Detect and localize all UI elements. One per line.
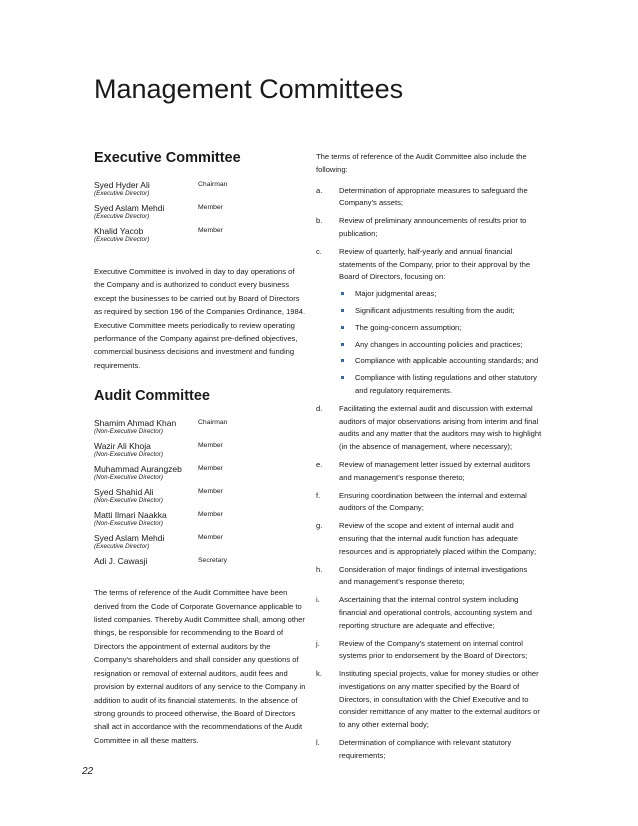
terms-item-text: Determination of compliance with relevant statutory requirements; (339, 738, 512, 760)
bullet-square-icon (341, 309, 344, 312)
member-role: Member (198, 488, 223, 496)
member-designation: (Non-Executive Director) (94, 451, 163, 459)
member-role: Member (198, 465, 223, 473)
bullet-square-icon (341, 376, 344, 379)
terms-item (316, 737, 542, 763)
terms-subitem-text: Significant adjustments resulting from the audit; (355, 305, 515, 315)
member-row (94, 533, 306, 556)
bullet-square-icon (341, 343, 344, 346)
audit-committee-description: The terms of reference of the Audit Committee have been derived from the Code of Corporate Governance applicable to listed companies. Thereby Audit Committee shall, among other things, be responsible for recommending to the Board of Directors the appointment of external auditors by the Company’s shareholders and shall consider any questions of resignation or removal of external auditors, audit fees and provision by external auditors of any service to the Company in addition to audit of its financial statements. In the absence of strong grounds to proceed otherwise, the Board of Directors shall act in accordance with the recommendations of the Audit Committee in all these matters. (94, 588, 306, 745)
terms-item-text: Review of management letter issued by external auditors and management’s response thereto; (339, 459, 531, 482)
terms-item-letter: a. (316, 185, 323, 195)
member-name: Adi J. Cawasji (94, 556, 148, 567)
right-column (316, 151, 542, 768)
member-name: Shamim Ahmad Khan (94, 418, 177, 429)
member-row (94, 556, 306, 576)
member-role: Member (198, 442, 223, 450)
terms-item-text: Instituting special projects, value for money studies or other investigations on any matter specified by the Board of Directors, in consultation with the Chief Executive and to consider remittance of any matter to the external auditors or to any other external body; (339, 669, 540, 730)
terms-item-text: Facilitating the external audit and discussion with external auditors of major observations arising from interim and final audits and any matter that the auditors may wish to highlight (in the absence of management, where necessary); (339, 403, 542, 452)
member-designation: (Non-Executive Director) (94, 497, 163, 505)
terms-item-letter: i. (316, 595, 320, 605)
member-name: Syed Shahid Ali (94, 487, 154, 498)
terms-item (316, 594, 542, 632)
terms-item-letter: c. (316, 246, 322, 256)
member-row (94, 441, 306, 464)
terms-item-letter: l. (316, 738, 320, 748)
terms-item (316, 520, 542, 558)
executive-committee-heading: Executive Committee (94, 150, 241, 166)
left-column (94, 150, 306, 747)
member-name: Syed Hyder Ali (94, 180, 150, 190)
member-name: Syed Aslam Mehdi (94, 533, 165, 544)
terms-item-letter: k. (316, 669, 322, 679)
member-designation: (Executive Director) (94, 543, 150, 551)
terms-item (316, 246, 542, 398)
member-row (94, 464, 306, 487)
terms-item-text: Ascertaining that the internal control system including financial and operational controls, accounting system and reporting structure are adequate and effective; (339, 595, 532, 630)
member-designation: (Non-Executive Director) (94, 474, 163, 482)
terms-item-letter: e. (316, 459, 323, 469)
member-name: Khalid Yacob (94, 226, 144, 236)
terms-subitem-text: The going-concern assumption; (355, 322, 462, 332)
terms-item-letter: f. (316, 490, 321, 500)
executive-members-list (94, 180, 306, 249)
member-role: Member (198, 534, 223, 542)
member-designation: (Non-Executive Director) (94, 520, 163, 528)
terms-item (316, 459, 542, 485)
member-row (94, 510, 306, 533)
member-row (94, 487, 306, 510)
terms-item-text: Review of quarterly, half-yearly and annual financial statements of the Company, prior to their approval by the Board of Directors, focusing on: (339, 246, 531, 282)
member-designation: (Executive Director) (94, 213, 150, 220)
terms-intro: The terms of reference of the Audit Committee also include the following: (316, 152, 527, 174)
terms-item-text: Consideration of major findings of internal investigations and management’s response thereto; (339, 564, 528, 587)
terms-subitem (339, 372, 542, 398)
member-role: Chairman (198, 419, 228, 427)
terms-subitem (339, 339, 542, 352)
terms-item-letter: h. (316, 564, 323, 574)
terms-subitem (339, 322, 542, 335)
terms-subitem (339, 305, 542, 318)
terms-subitem-text: Compliance with listing regulations and other statutory and regulatory requirements. (355, 373, 537, 395)
terms-subitem-text: Any changes in accounting policies and practices; (355, 339, 523, 349)
terms-item-text: Review of the scope and extent of internal audit and ensuring that the internal audit function has adequate resources and is appropriately placed within the Company; (339, 521, 537, 556)
terms-item (316, 490, 542, 516)
member-role: Member (198, 204, 223, 211)
terms-item-letter: j. (316, 638, 320, 648)
terms-subitem (339, 355, 542, 368)
terms-subitem-text: Compliance with applicable accounting standards; and (355, 356, 539, 366)
member-name: Syed Aslam Mehdi (94, 203, 165, 213)
terms-item-letter: d. (316, 403, 323, 413)
bullet-square-icon (341, 292, 344, 295)
member-designation: (Executive Director) (94, 190, 150, 197)
terms-subitem-text: Major judgmental areas; (355, 289, 437, 299)
member-role: Secretary (198, 557, 228, 565)
member-designation: (Non-Executive Director) (94, 428, 163, 436)
member-role: Chairman (198, 181, 228, 188)
audit-members-list (94, 418, 306, 576)
terms-item-text: Review of preliminary announcements of results prior to publication; (339, 216, 527, 238)
audit-committee-heading: Audit Committee (94, 388, 210, 405)
terms-item-letter: g. (316, 521, 323, 531)
member-name: Wazir Ali Khoja (94, 441, 151, 452)
member-designation: (Executive Director) (94, 236, 150, 243)
member-row (94, 203, 306, 226)
terms-item-text: Review of the Company’s statement on internal control systems prior to endorsement by the Board of Directors; (339, 638, 528, 661)
member-role: Member (198, 511, 223, 519)
member-name: Muhammad Aurangzeb (94, 464, 182, 475)
executive-committee-description: Executive Committee is involved in day to day operations of the Company and is authorized to conduct every business except the businesses to be carried out by Board of Directors as required by section 196 of the Companies Ordinance, 1984. Executive Committee meets periodically to review operating performance of the Company against pre-defined objectives, commercial business decisions and investment and funding requirements. (94, 267, 306, 370)
terms-item-text: Ensuring coordination between the internal and external auditors of the Company; (339, 490, 527, 513)
terms-item-letter: b. (316, 216, 323, 226)
terms-item (316, 668, 542, 732)
member-row (94, 180, 306, 203)
member-row (94, 226, 306, 249)
member-name: Matti Ilmari Naakka (94, 510, 167, 521)
member-row (94, 418, 306, 441)
terms-item (316, 215, 542, 241)
member-role: Member (198, 227, 223, 234)
bullet-square-icon (341, 359, 344, 362)
page-number: 22 (82, 766, 94, 777)
terms-list (316, 185, 542, 763)
terms-item (316, 403, 542, 454)
terms-item (316, 185, 542, 211)
terms-item (316, 564, 542, 590)
terms-item (316, 638, 542, 664)
terms-item-text: Determination of appropriate measures to safeguard the Company’s assets; (339, 185, 528, 208)
terms-subitem (339, 288, 542, 301)
page-title: Management Committees (94, 74, 404, 104)
bullet-square-icon (341, 326, 344, 329)
